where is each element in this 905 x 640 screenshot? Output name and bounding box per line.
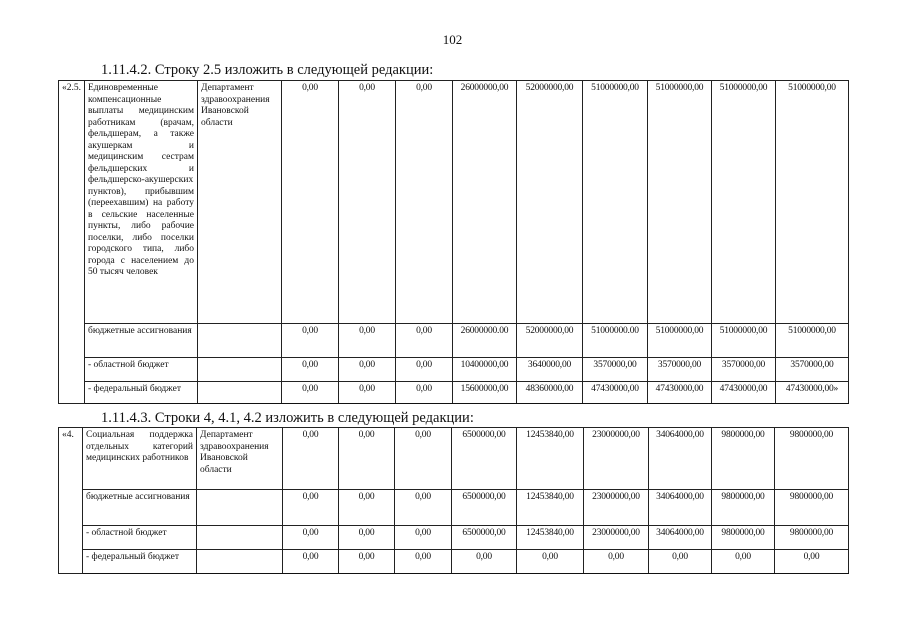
value-cell: 0,00 [396, 81, 453, 324]
value-cell: 51000000,00 [648, 324, 712, 358]
value-cell: 9800000,00 [775, 490, 849, 526]
section-heading-2-5: 1.11.4.2. Строку 2.5 изложить в следующей редакции: [101, 62, 434, 78]
budget-table-row-2-5 [58, 80, 849, 404]
empty-cell [198, 324, 282, 358]
value-cell: 26000000,00 [453, 81, 517, 324]
value-cell: 9800000,00 [712, 526, 775, 550]
value-cell: 23000000,00 [584, 490, 649, 526]
value-cell: 26000000.00 [453, 324, 517, 358]
value-cell: 0,00 [339, 526, 395, 550]
sub-row-label: - областной бюджет [83, 526, 197, 550]
value-cell: 0,00 [282, 81, 339, 324]
value-cell: 23000000,00 [584, 428, 649, 490]
value-cell: 0,00 [282, 358, 339, 382]
table-row [59, 358, 849, 382]
value-cell: 9800000,00 [712, 428, 775, 490]
value-cell: 51000000,00 [776, 324, 849, 358]
value-cell: 0,00 [775, 550, 849, 574]
table-row [59, 81, 849, 324]
value-cell: 47430000,00» [776, 382, 849, 404]
page-number: 102 [442, 32, 463, 47]
value-cell: 0,00 [339, 550, 395, 574]
sub-row-label: - федеральный бюджет [83, 550, 197, 574]
value-cell: 23000000,00 [584, 526, 649, 550]
table-row [59, 550, 849, 574]
value-cell: 0,00 [396, 382, 453, 404]
value-cell: 47430000,00 [712, 382, 776, 404]
value-cell: 0,00 [712, 550, 775, 574]
value-cell: 0,00 [396, 358, 453, 382]
value-cell: 15600000,00 [453, 382, 517, 404]
value-cell: 12453840,00 [517, 526, 584, 550]
value-cell: 51000000,00 [712, 81, 776, 324]
sub-row-label: - областной бюджет [85, 358, 198, 382]
value-cell: 34064000,00 [649, 428, 712, 490]
value-cell: 34064000,00 [649, 490, 712, 526]
value-cell: 0,00 [649, 550, 712, 574]
table-row [59, 324, 849, 358]
value-cell: 51000000,00 [583, 81, 648, 324]
value-cell: 47430000,00 [583, 382, 648, 404]
value-cell: 0,00 [283, 550, 339, 574]
value-cell: 9800000,00 [775, 428, 849, 490]
empty-cell [197, 550, 283, 574]
value-cell: 3570000,00 [776, 358, 849, 382]
responsible-department: Департамент здравоохранения Ивановской области [197, 428, 283, 490]
value-cell: 3570000,00 [648, 358, 712, 382]
measure-name: Единовременные компенсационные выплаты медицинским работникам (врачам, фельдшерам, а также акушеркам и медицинским сестрам фельдшерских и фельдшерско-акушерских пунктов), прибывшим (переехавшим) на работу в сельские населенные пункты, либо рабочие поселки, либо поселки городского типа, либо города с населением до 50 тысяч человек [85, 81, 198, 324]
value-cell: 0,00 [395, 550, 452, 574]
value-cell: 52000000,00 [517, 324, 583, 358]
value-cell: 3640000,00 [517, 358, 583, 382]
value-cell: 0,00 [339, 382, 396, 404]
value-cell: 0,00 [395, 490, 452, 526]
value-cell: 34064000,00 [649, 526, 712, 550]
value-cell: 12453840,00 [517, 428, 584, 490]
row-number: «2.5. [59, 81, 85, 404]
sub-row-label: бюджетные ассигнования [83, 490, 197, 526]
table-row [59, 526, 849, 550]
value-cell: 0,00 [395, 526, 452, 550]
table-row [59, 490, 849, 526]
value-cell: 6500000,00 [452, 526, 517, 550]
value-cell: 0,00 [339, 490, 395, 526]
table-row [59, 428, 849, 490]
value-cell: 51000000,00 [712, 324, 776, 358]
table-row [59, 382, 849, 404]
empty-cell [198, 358, 282, 382]
value-cell: 6500000,00 [452, 490, 517, 526]
row-number: «4. [59, 428, 83, 574]
value-cell: 0,00 [283, 490, 339, 526]
value-cell: 0,00 [283, 526, 339, 550]
responsible-department: Департамент здравоохранения Ивановской области [198, 81, 282, 324]
value-cell: 48360000,00 [517, 382, 583, 404]
value-cell: 0,00 [339, 81, 396, 324]
value-cell: 10400000,00 [453, 358, 517, 382]
sub-row-label: - федеральный бюджет [85, 382, 198, 404]
value-cell: 6500000,00 [452, 428, 517, 490]
value-cell: 0,00 [339, 428, 395, 490]
section-heading-4: 1.11.4.3. Строки 4, 4.1, 4.2 изложить в следующей редакции: [101, 410, 474, 426]
value-cell: 0,00 [282, 382, 339, 404]
budget-table-row-4 [58, 427, 849, 574]
measure-name: Социальная поддержка отдельных категорий медицинских работников [83, 428, 197, 490]
value-cell: 0,00 [339, 358, 396, 382]
value-cell: 0,00 [339, 324, 396, 358]
value-cell: 0,00 [452, 550, 517, 574]
value-cell: 0,00 [396, 324, 453, 358]
value-cell: 51000000.00 [583, 324, 648, 358]
value-cell: 0,00 [283, 428, 339, 490]
sub-row-label: бюджетные ассигнования [85, 324, 198, 358]
value-cell: 3570000,00 [583, 358, 648, 382]
value-cell: 47430000,00 [648, 382, 712, 404]
value-cell: 12453840,00 [517, 490, 584, 526]
empty-cell [197, 526, 283, 550]
value-cell: 3570000,00 [712, 358, 776, 382]
empty-cell [197, 490, 283, 526]
value-cell: 51000000,00 [776, 81, 849, 324]
value-cell: 0,00 [584, 550, 649, 574]
value-cell: 51000000,00 [648, 81, 712, 324]
empty-cell [198, 382, 282, 404]
value-cell: 52000000,00 [517, 81, 583, 324]
value-cell: 0,00 [282, 324, 339, 358]
value-cell: 9800000,00 [775, 526, 849, 550]
value-cell: 0,00 [395, 428, 452, 490]
value-cell: 9800000,00 [712, 490, 775, 526]
value-cell: 0,00 [517, 550, 584, 574]
